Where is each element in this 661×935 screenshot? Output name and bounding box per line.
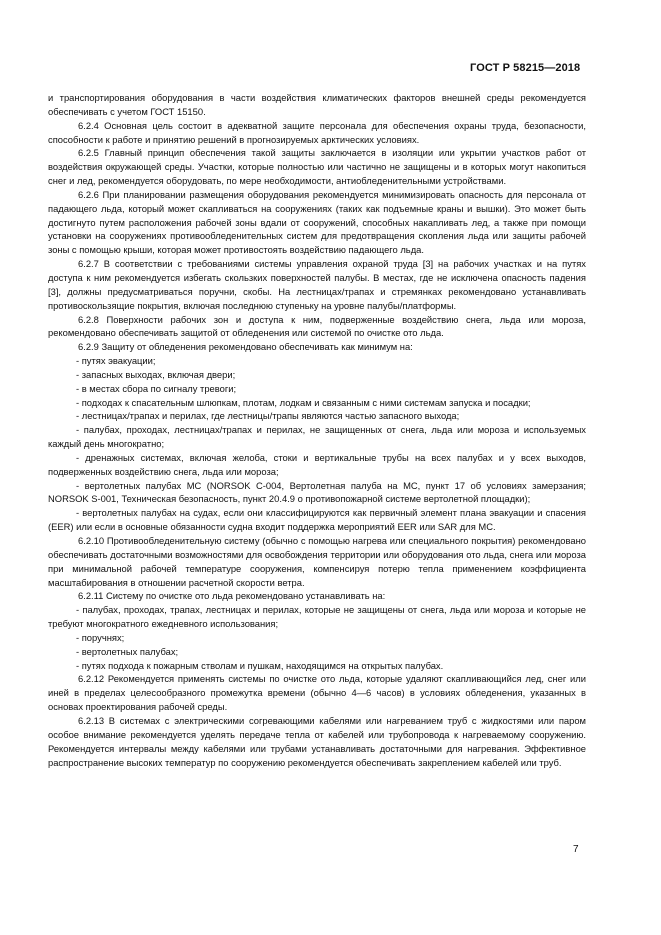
list-item: - путях подхода к пожарным стволам и пушкам, находящимся на открытых палубах. [76,659,444,671]
paragraph: 6.2.10 Противообледенительную систему (обычно с помощью нагрева или специального покрытия) рекомендовано обеспечивать достаточными возможностями для освобождения территории или оборудования ото льда, снега или мороза при минимальной рабочей температуре сооружения, компенсируя потерю тепла применением коэффициента масштабирования в отношении расчетной скорости ветра. [48,535,586,588]
list-item: - палубах, проходах, лестницах/трапах и перилах, не защищенных от снега, льда или мороза и используемых каждый день многократно; [48,424,586,450]
paragraph: 6.2.6 При планировании размещения оборудования рекомендуется минимизировать опасность для персонала от падающего льда, который может скапливаться на сооружениях (таких как подъемные краны и вышки). Это может быть достигнуто путем расположения рабочей зоны вдали от сооружений, способных накапливать лед, а также при помощи установки на сооружениях противообледенительных систем для предотвращения скопления льда или защиты рабочей зоны с помощью крыши, которая может противостоять воздействию падающего льда. [48,188,586,256]
list-item: - вертолетных палубах на судах, если они классифицируются как первичный элемент плана эвакуации и спасения (EER) или если в основные обязанности судна входит поддержка мероприятий EER или SAR для МС. [48,507,586,533]
list-item: - вертолетных палубах МС (NORSOK C-004, Вертолетная палуба на МС, пункт 17 об условиях замерзания; NORSOK S-001, Техническая безопасность, пункт 20.4.9 о противопожарной системе вертолетной площадки); [48,479,586,505]
document-body [48,91,586,769]
page-number: 7 [573,844,579,855]
paragraph: 6.2.8 Поверхности рабочих зон и доступа к ним, подверженные воздействию снега, льда или мороза, рекомендовано обеспечивать защитой от обледенения или системой по очистке ото льда. [48,313,586,339]
paragraph: и транспортирования оборудования в части воздействия климатических факторов внешней среды рекомендуется обеспечивать с учетом ГОСТ 15150. [48,92,586,117]
list-item: - палубах, проходах, трапах, лестницах и перилах, которые не защищены от снега, льда или мороза и которые не требуют многократного ежедневного использования; [48,604,586,630]
paragraph: 6.2.12 Рекомендуется применять системы по очистке ото льда, которые удаляют скапливающийся лед, снег или иней в пределах целесообразного промежутка времени (обычно 4—6 часов) в условиях обледенения, указанных в основах проектирования рабочей среды. [48,673,586,713]
paragraph: 6.2.5 Главный принцип обеспечения такой защиты заключается в изоляции или укрытии участков работ от воздействия окружающей среды. Участки, которые полностью или частично не защищены и в которых могут накопиться снег и лед, рекомендуется оборудовать, по мере необходимости, антиобледенительными устройствами. [48,147,586,187]
list-item: - поручнях; [76,631,125,643]
list-item: - лестницах/трапах и перилах, где лестницы/трапы являются частью запасного выхода; [76,410,460,422]
paragraph: 6.2.11 Систему по очистке ото льда рекомендовано устанавливать на: [78,590,386,602]
paragraph: 6.2.13 В системах с электрическими согревающими кабелями или нагреванием труб с жидкостями или паром особое внимание рекомендуется уделять передаче тепла от кабелей или трубопровода к нагреваемому сооружению. Рекомендуется интервалы между кабелями или трубами устанавливать достаточными для нагревания. Эффективное распространение высоких температур по сооружению рекомендуется обеспечивать закреплением кабелей или труб. [48,714,586,768]
paragraph: 6.2.9 Защиту от обледенения рекомендовано обеспечивать как минимум на: [78,341,413,353]
list-item: - дренажных системах, включая желоба, стоки и вертикальные трубы на всех палубах и у всех выходов, подверженных воздействию снега, льда или мороза; [48,451,586,477]
list-item: - в местах сбора по сигналу тревоги; [76,382,237,394]
list-item: - подходах к спасательным шлюпкам, плотам, лодкам и связанным с ними системам запуска и посадки; [76,396,531,408]
list-item: - вертолетных палубах; [76,645,179,657]
standard-header: ГОСТ Р 58215—2018 [470,62,581,74]
list-item: - путях эвакуации; [76,355,156,367]
paragraph: 6.2.7 В соответствии с требованиями системы управления охраной труда [3] на рабочих участках и на путях доступа к ним рекомендуется избегать скользких поверхностей палубы. В местах, где не исключена опасность падения [3], должны предусматриваться поручни, скобы. На лестницах/трапах и стремянках рекомендовано устанавливать противоскользящие покрытия, включая последнюю ступеньку на уровне палубы/платформы. [48,258,586,311]
list-item: - запасных выходах, включая двери; [76,368,236,380]
paragraph: 6.2.4 Основная цель состоит в адекватной защите персонала для обеспечения охраны труда, безопасности, способности к работе и принятию решений в прогнозируемых арктических условиях. [48,119,586,145]
